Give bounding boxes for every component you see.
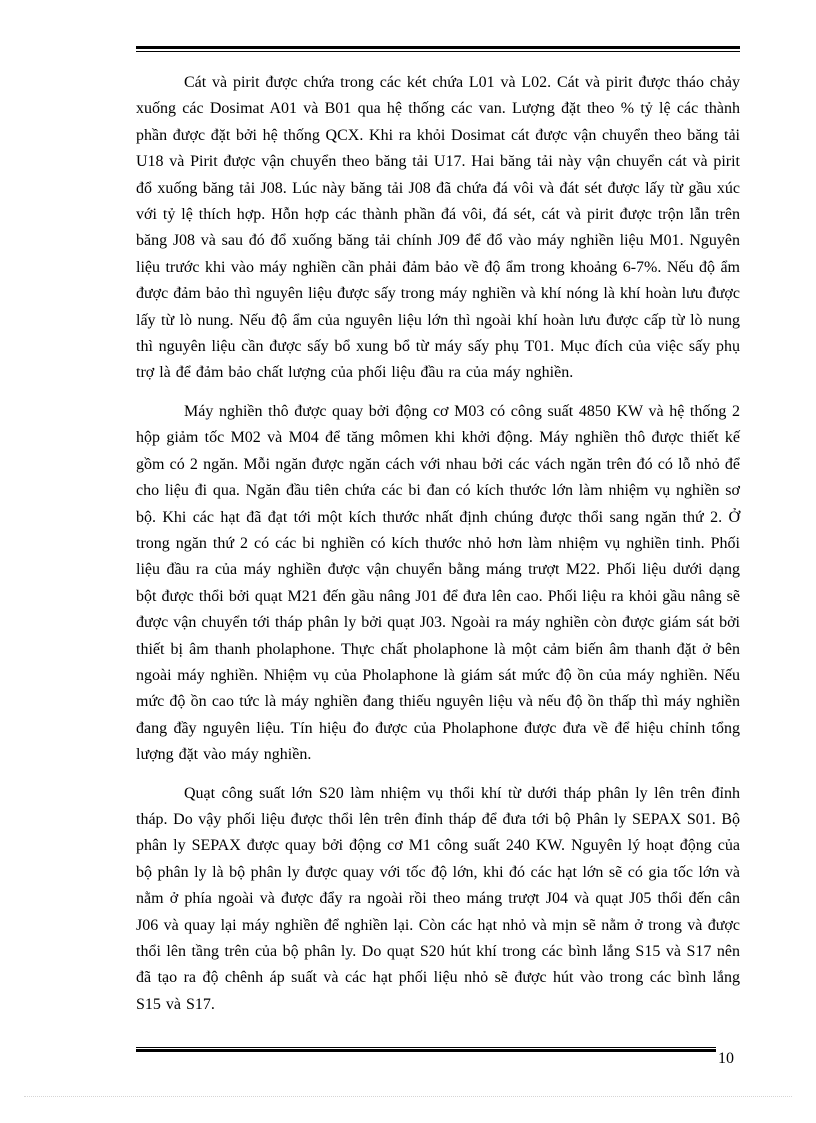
page-edge-divider — [24, 1096, 792, 1097]
page-number: 10 — [718, 1050, 734, 1067]
footer-rule — [136, 1047, 716, 1054]
paragraph-3: Quạt công suất lớn S20 làm nhiệm vụ thổi khí từ dưới tháp phân ly lên trên đỉnh tháp. Do vậy phối liệu được thổi lên trên đỉnh tháp để đưa tới bộ Phân ly SEPAX S01. Bộ phân ly SEPAX được quay bởi động cơ M1 công suất 240 KW. Nguyên lý hoạt động của bộ phân ly là bộ phân ly được quay với tốc độ lớn, khi đó các hạt lớn sẽ có gia tốc lớn và nằm ở phía ngoài và được đẩy ra ngoài rồi theo máng trượt J04 và quạt J05 thổi đến cân J06 và quay lại máy nghiền để nghiền lại. Còn các hạt nhỏ và mịn sẽ nằm ở trong và được thổi lên tầng trên của bộ phân ly. Do quạt S20 hút khí trong các bình lắng S15 và S17 nên đã tạo ra độ chênh áp suất và các hạt phối liệu nhỏ sẽ được hút vào trong các bình lắng S15 và S17. — [136, 784, 740, 1013]
header-rule — [136, 46, 740, 53]
paragraph-1: Cát và pirit được chứa trong các két chứa L01 và L02. Cát và pirit được tháo chảy xuống các Dosimat A01 và B01 qua hệ thống các van. Lượng đặt theo % tỷ lệ các thành phần được đặt bởi hệ thống QCX. Khi ra khỏi Dosimat cát được vận chuyển theo băng tải U18 và Pirit được vận chuyển theo băng tải U17. Hai băng tải này vận chuyển cát và pirit đổ xuống băng tải J08. Lúc này băng tải J08 đã chứa đá vôi và đát sét được lấy từ gầu xúc với tỷ lệ thích hợp. Hỗn hợp các thành phần đá vôi, đá sét, cát và pirit được trộn lẫn trên băng J08 và sau đó đổ xuống băng tải chính J09 để đổ vào máy nghiền liệu M01. Nguyên liệu trước khi vào máy nghiền cần phải đảm bảo về độ ẩm trong khoảng 6-7%. Nếu độ ẩm được đảm bảo thì nguyên liệu được sấy trong máy nghiền và khí nóng là khí hoàn lưu được lấy từ lò nung. Nếu độ ẩm của nguyên liệu lớn thì ngoài khí hoàn lưu được cấp từ lò nung thì nguyên liệu cần được sấy bổ xung bổ từ máy sấy phụ T01. Mục đích của việc sấy phụ trợ là để đảm bảo chất lượng của phối liệu đầu ra của máy nghiền. — [136, 74, 740, 382]
page-body — [136, 70, 740, 1030]
paragraph-2: Máy nghiền thô được quay bởi động cơ M03 có công suất 4850 KW và hệ thống 2 hộp giảm tốc M02 và M04 để tăng mômen khi khởi động. Máy nghiền thô được thiết kế gồm có 2 ngăn. Mỗi ngăn được ngăn cách với nhau bởi các vách ngăn trên đó có lỗ nhỏ để cho liệu đi qua. Ngăn đầu tiên chứa các bi đan có kích thước lớn làm nhiệm vụ nghiền sơ bộ. Khi các hạt đã đạt tới một kích thước nhất định chúng được thổi sang ngăn thứ 2. Ở trong ngăn thứ 2 có các bi nghiền có kích thước nhỏ hơn làm nhiệm vụ nghiền tinh. Phối liệu đầu ra của máy nghiền được vận chuyển bằng máng trượt M22. Phối liệu dưới dạng bột được thổi bởi quạt M21 đến gầu nâng J01 để đưa lên cao. Phối liệu ra khỏi gầu nâng sẽ được vận chuyển tới tháp phân ly bởi quạt J03. Ngoài ra máy nghiền còn được giám sát bởi thiết bị âm thanh pholaphone. Thực chất pholaphone là một cảm biến âm thanh đặt ở bên ngoài máy nghiền. Nhiệm vụ của Pholaphone là giám sát mức độ ồn của máy nghiền. Nếu mức độ ồn cao tức là máy nghiền đang thiếu nguyên liệu và nếu độ ồn thấp thì máy nghiền đang đầy nguyên liệu. Tín hiệu đo được của Pholaphone được đưa về để hiệu chỉnh tổng lượng đặt vào máy nghiền. — [136, 402, 740, 764]
